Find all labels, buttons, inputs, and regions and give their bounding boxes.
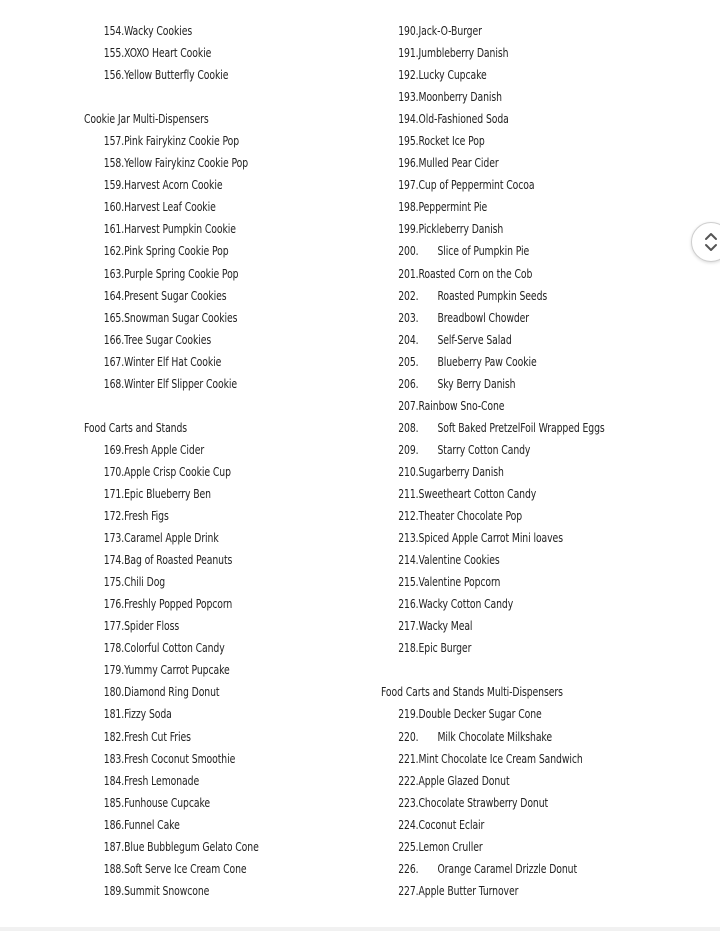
list-item bbox=[84, 770, 368, 792]
item-number: 222. bbox=[398, 773, 419, 788]
item-number: 171. bbox=[103, 486, 125, 501]
item-number: 160. bbox=[103, 200, 125, 215]
item-number: 163. bbox=[103, 266, 125, 281]
item-name: Fresh Coconut Smoothie bbox=[124, 751, 236, 766]
list-item bbox=[84, 130, 368, 152]
list-item bbox=[84, 836, 368, 858]
item-name: Harvest Acorn Cookie bbox=[124, 178, 223, 193]
item-number: 172. bbox=[103, 509, 125, 524]
list-item bbox=[381, 814, 665, 836]
item-name: Mulled Pear Cider bbox=[418, 156, 499, 171]
list-item bbox=[381, 285, 665, 307]
list-item bbox=[84, 549, 368, 571]
list-item bbox=[381, 64, 665, 86]
list-item bbox=[84, 174, 368, 196]
list-item bbox=[84, 263, 368, 285]
list-item bbox=[84, 218, 368, 240]
item-name: Lucky Cupcake bbox=[418, 68, 487, 83]
item-name: Slice of Pumpkin Pie bbox=[437, 244, 530, 259]
list-item bbox=[84, 792, 368, 814]
item-number: 203. bbox=[398, 310, 419, 325]
item-number: 193. bbox=[398, 90, 419, 105]
list-item bbox=[381, 307, 665, 329]
section-heading: Food Carts and Stands Multi-Dispensers bbox=[381, 685, 563, 700]
item-name: Fizzy Soda bbox=[124, 707, 172, 722]
item-number: 159. bbox=[103, 178, 125, 193]
list-item bbox=[381, 417, 665, 439]
list-item bbox=[84, 373, 368, 395]
item-number: 221. bbox=[398, 751, 419, 766]
item-name: Old-Fashioned Soda bbox=[418, 112, 509, 127]
item-name: Rainbow Sno-Cone bbox=[418, 398, 505, 413]
item-name: Apple Glazed Donut bbox=[418, 773, 510, 788]
item-number: 226. bbox=[398, 861, 419, 876]
list-item bbox=[84, 703, 368, 725]
item-name: Fresh Apple Cider bbox=[124, 442, 205, 457]
list-item bbox=[381, 770, 665, 792]
list-item bbox=[84, 461, 368, 483]
list-item bbox=[381, 483, 665, 505]
list-item bbox=[84, 748, 368, 770]
item-name: Roasted Corn on the Cob bbox=[418, 266, 533, 281]
list-item bbox=[381, 373, 665, 395]
list-item bbox=[84, 681, 368, 703]
item-number: 194. bbox=[398, 112, 419, 127]
item-number: 183. bbox=[103, 751, 125, 766]
item-number: 173. bbox=[103, 531, 125, 546]
item-number: 175. bbox=[103, 575, 125, 590]
item-name: Chocolate Strawberry Donut bbox=[418, 795, 549, 810]
item-number: 208. bbox=[398, 420, 419, 435]
item-name: Spider Floss bbox=[124, 619, 180, 634]
item-number: 187. bbox=[103, 839, 125, 854]
list-item bbox=[84, 20, 368, 42]
list-item bbox=[381, 351, 665, 373]
item-number: 207. bbox=[398, 398, 419, 413]
item-name: Apple Butter Turnover bbox=[418, 883, 519, 898]
item-name: Yellow Butterfly Cookie bbox=[124, 68, 229, 83]
item-name: Orange Caramel Drizzle Donut bbox=[437, 861, 578, 876]
item-name: Valentine Popcorn bbox=[418, 575, 501, 590]
list-item bbox=[381, 20, 665, 42]
item-number: 224. bbox=[398, 817, 419, 832]
item-name: Mint Chocolate Ice Cream Sandwich bbox=[418, 751, 583, 766]
item-number: 174. bbox=[103, 553, 125, 568]
item-number: 185. bbox=[103, 795, 125, 810]
item-name: Colorful Cotton Candy bbox=[124, 641, 225, 656]
item-number: 169. bbox=[103, 442, 125, 457]
list-item bbox=[381, 571, 665, 593]
list-item bbox=[381, 174, 665, 196]
list-item bbox=[84, 329, 368, 351]
item-name: Winter Elf Slipper Cookie bbox=[124, 376, 237, 391]
item-name: Freshly Popped Popcorn bbox=[124, 597, 233, 612]
list-item bbox=[84, 196, 368, 218]
item-name: Wacky Cookies bbox=[124, 24, 193, 38]
item-name: Cup of Peppermint Cocoa bbox=[418, 178, 535, 193]
item-name: Lemon Cruller bbox=[418, 839, 483, 854]
item-name: Roasted Pumpkin Seeds bbox=[437, 288, 548, 303]
list-item bbox=[84, 505, 368, 527]
item-name: Moonberry Danish bbox=[418, 90, 502, 105]
item-number: 158. bbox=[103, 156, 125, 171]
list-item bbox=[381, 152, 665, 174]
list-item bbox=[381, 461, 665, 483]
item-name: Rocket Ice Pop bbox=[418, 134, 485, 149]
list-item bbox=[84, 351, 368, 373]
item-number: 176. bbox=[103, 597, 125, 612]
item-name: Jumbleberry Danish bbox=[418, 46, 509, 61]
item-number: 201. bbox=[398, 266, 419, 281]
list-item bbox=[381, 86, 665, 108]
list-item bbox=[381, 395, 665, 417]
item-number: 190. bbox=[398, 24, 419, 38]
item-name: Fresh Cut Fries bbox=[124, 729, 191, 744]
list-item bbox=[84, 659, 368, 681]
item-number: 181. bbox=[103, 707, 125, 722]
item-number: 200. bbox=[398, 244, 419, 259]
list-item bbox=[84, 637, 368, 659]
list-item bbox=[84, 858, 368, 880]
item-number: 217. bbox=[398, 619, 419, 634]
item-name: Peppermint Pie bbox=[418, 200, 488, 215]
item-number: 165. bbox=[103, 310, 125, 325]
item-number: 218. bbox=[398, 641, 419, 656]
list-item bbox=[381, 615, 665, 637]
item-name: Theater Chocolate Pop bbox=[418, 509, 523, 524]
spacer bbox=[381, 659, 665, 681]
list-item bbox=[84, 439, 368, 461]
item-number: 202. bbox=[398, 288, 419, 303]
list-item bbox=[381, 748, 665, 770]
item-name: Pink Fairykinz Cookie Pop bbox=[124, 134, 240, 149]
item-number: 154. bbox=[103, 24, 125, 38]
item-name: Pink Spring Cookie Pop bbox=[124, 244, 229, 259]
list-item bbox=[381, 703, 665, 725]
list-item bbox=[381, 726, 665, 748]
item-number: 192. bbox=[398, 68, 419, 83]
item-number: 220. bbox=[398, 729, 419, 744]
item-number: 156. bbox=[103, 68, 125, 83]
list-item bbox=[381, 196, 665, 218]
item-name: Wacky Cotton Candy bbox=[418, 597, 514, 612]
item-name: Epic Burger bbox=[418, 641, 472, 656]
item-number: 170. bbox=[103, 464, 125, 479]
list-item bbox=[84, 483, 368, 505]
item-name: Sugarberry Danish bbox=[418, 464, 504, 479]
item-number: 167. bbox=[103, 354, 125, 369]
right-column bbox=[381, 20, 711, 902]
item-name: Pickleberry Danish bbox=[418, 222, 504, 237]
item-name: Funhouse Cupcake bbox=[124, 795, 211, 810]
list-item bbox=[84, 615, 368, 637]
item-number: 178. bbox=[103, 641, 125, 656]
left-column bbox=[84, 20, 414, 902]
item-name: Snowman Sugar Cookies bbox=[124, 310, 238, 325]
item-number: 186. bbox=[103, 817, 125, 832]
item-name: Blue Bubblegum Gelato Cone bbox=[124, 839, 259, 854]
item-name: Summit Snowcone bbox=[124, 883, 210, 898]
item-number: 211. bbox=[398, 486, 419, 501]
item-name: Epic Blueberry Ben bbox=[124, 486, 211, 501]
list-item bbox=[84, 307, 368, 329]
item-number: 214. bbox=[398, 553, 419, 568]
item-number: 213. bbox=[398, 531, 419, 546]
list-item bbox=[84, 285, 368, 307]
item-name: Breadbowl Chowder bbox=[437, 310, 530, 325]
section-heading: Cookie Jar Multi-Dispensers bbox=[84, 112, 209, 127]
list-item bbox=[84, 64, 368, 86]
list-item bbox=[84, 726, 368, 748]
item-number: 209. bbox=[398, 442, 419, 457]
item-name: Present Sugar Cookies bbox=[124, 288, 227, 303]
list-item bbox=[381, 439, 665, 461]
item-number: 180. bbox=[103, 685, 125, 700]
item-number: 219. bbox=[398, 707, 419, 722]
list-item bbox=[381, 880, 665, 902]
item-name: Chili Dog bbox=[124, 575, 166, 590]
item-name: Tree Sugar Cookies bbox=[124, 332, 212, 347]
item-name: Apple Crisp Cookie Cup bbox=[124, 464, 231, 479]
item-number: 227. bbox=[398, 883, 419, 898]
item-name: Purple Spring Cookie Pop bbox=[124, 266, 239, 281]
list-item bbox=[84, 814, 368, 836]
item-name: Wacky Meal bbox=[418, 619, 473, 634]
chevron-up-down-icon bbox=[702, 231, 720, 253]
item-name: Harvest Pumpkin Cookie bbox=[124, 222, 236, 237]
list-item bbox=[381, 240, 665, 262]
list-item bbox=[381, 42, 665, 64]
list-item bbox=[381, 637, 665, 659]
item-number: 189. bbox=[103, 883, 125, 898]
item-number: 210. bbox=[398, 464, 419, 479]
item-number: 168. bbox=[103, 376, 125, 391]
list-item bbox=[84, 527, 368, 549]
list-item bbox=[84, 571, 368, 593]
item-number: 179. bbox=[103, 663, 125, 678]
list-item bbox=[381, 549, 665, 571]
item-number: 161. bbox=[103, 222, 125, 237]
item-name: Soft Serve Ice Cream Cone bbox=[124, 861, 247, 876]
list-item bbox=[381, 527, 665, 549]
item-number: 188. bbox=[103, 861, 125, 876]
spacer bbox=[84, 86, 368, 108]
item-name: Starry Cotton Candy bbox=[437, 442, 531, 457]
item-number: 196. bbox=[398, 156, 419, 171]
item-number: 205. bbox=[398, 354, 419, 369]
item-name: XOXO Heart Cookie bbox=[124, 46, 212, 61]
item-name: Spiced Apple Carrot Mini loaves bbox=[418, 531, 563, 546]
item-name: Blueberry Paw Cookie bbox=[437, 354, 537, 369]
list-item bbox=[84, 152, 368, 174]
item-number: 177. bbox=[103, 619, 125, 634]
list-item bbox=[381, 858, 665, 880]
item-number: 184. bbox=[103, 773, 125, 788]
list-item bbox=[84, 880, 368, 902]
item-number: 215. bbox=[398, 575, 419, 590]
item-name: Coconut Eclair bbox=[418, 817, 485, 832]
item-name: Fresh Figs bbox=[124, 509, 169, 524]
list-item bbox=[381, 218, 665, 240]
item-number: 197. bbox=[398, 178, 419, 193]
item-name: Valentine Cookies bbox=[418, 553, 500, 568]
list-item bbox=[381, 593, 665, 615]
item-number: 195. bbox=[398, 134, 419, 149]
bottom-edge bbox=[0, 927, 720, 931]
item-number: 199. bbox=[398, 222, 419, 237]
item-number: 225. bbox=[398, 839, 419, 854]
item-name: Harvest Leaf Cookie bbox=[124, 200, 216, 215]
item-name: Self-Serve Salad bbox=[437, 332, 512, 347]
item-number: 191. bbox=[398, 46, 419, 61]
item-name: Yummy Carrot Pupcake bbox=[124, 663, 230, 678]
item-name: Sweetheart Cotton Candy bbox=[418, 486, 537, 501]
list-item bbox=[381, 130, 665, 152]
list-item bbox=[84, 593, 368, 615]
item-number: 223. bbox=[398, 795, 419, 810]
list-item bbox=[84, 42, 368, 64]
item-name: Soft Baked PretzelFoil Wrapped Eggs bbox=[437, 420, 605, 435]
list-item bbox=[381, 836, 665, 858]
list-item bbox=[381, 263, 665, 285]
list-item bbox=[84, 240, 368, 262]
item-number: 166. bbox=[103, 332, 125, 347]
item-number: 212. bbox=[398, 509, 419, 524]
item-name: Winter Elf Hat Cookie bbox=[124, 354, 222, 369]
item-name: Caramel Apple Drink bbox=[124, 531, 219, 546]
item-number: 204. bbox=[398, 332, 419, 347]
list-item bbox=[381, 108, 665, 130]
list-item bbox=[381, 792, 665, 814]
list-item bbox=[381, 329, 665, 351]
item-number: 164. bbox=[103, 288, 125, 303]
item-number: 157. bbox=[103, 134, 125, 149]
item-name: Fresh Lemonade bbox=[124, 773, 200, 788]
item-name: Bag of Roasted Peanuts bbox=[124, 553, 233, 568]
item-name: Double Decker Sugar Cone bbox=[418, 707, 542, 722]
item-number: 162. bbox=[103, 244, 125, 259]
section-heading: Food Carts and Stands bbox=[84, 420, 188, 435]
item-name: Sky Berry Danish bbox=[437, 376, 516, 391]
item-number: 182. bbox=[103, 729, 125, 744]
list-item bbox=[381, 505, 665, 527]
spacer bbox=[84, 395, 368, 417]
item-name: Yellow Fairykinz Cookie Pop bbox=[124, 156, 249, 171]
item-name: Funnel Cake bbox=[124, 817, 180, 832]
item-name: Milk Chocolate Milkshake bbox=[437, 729, 552, 744]
item-number: 155. bbox=[103, 46, 125, 61]
item-number: 206. bbox=[398, 376, 419, 391]
item-name: Jack-O-Burger bbox=[418, 24, 482, 38]
item-number: 198. bbox=[398, 200, 419, 215]
item-number: 216. bbox=[398, 597, 419, 612]
item-name: Diamond Ring Donut bbox=[124, 685, 220, 700]
